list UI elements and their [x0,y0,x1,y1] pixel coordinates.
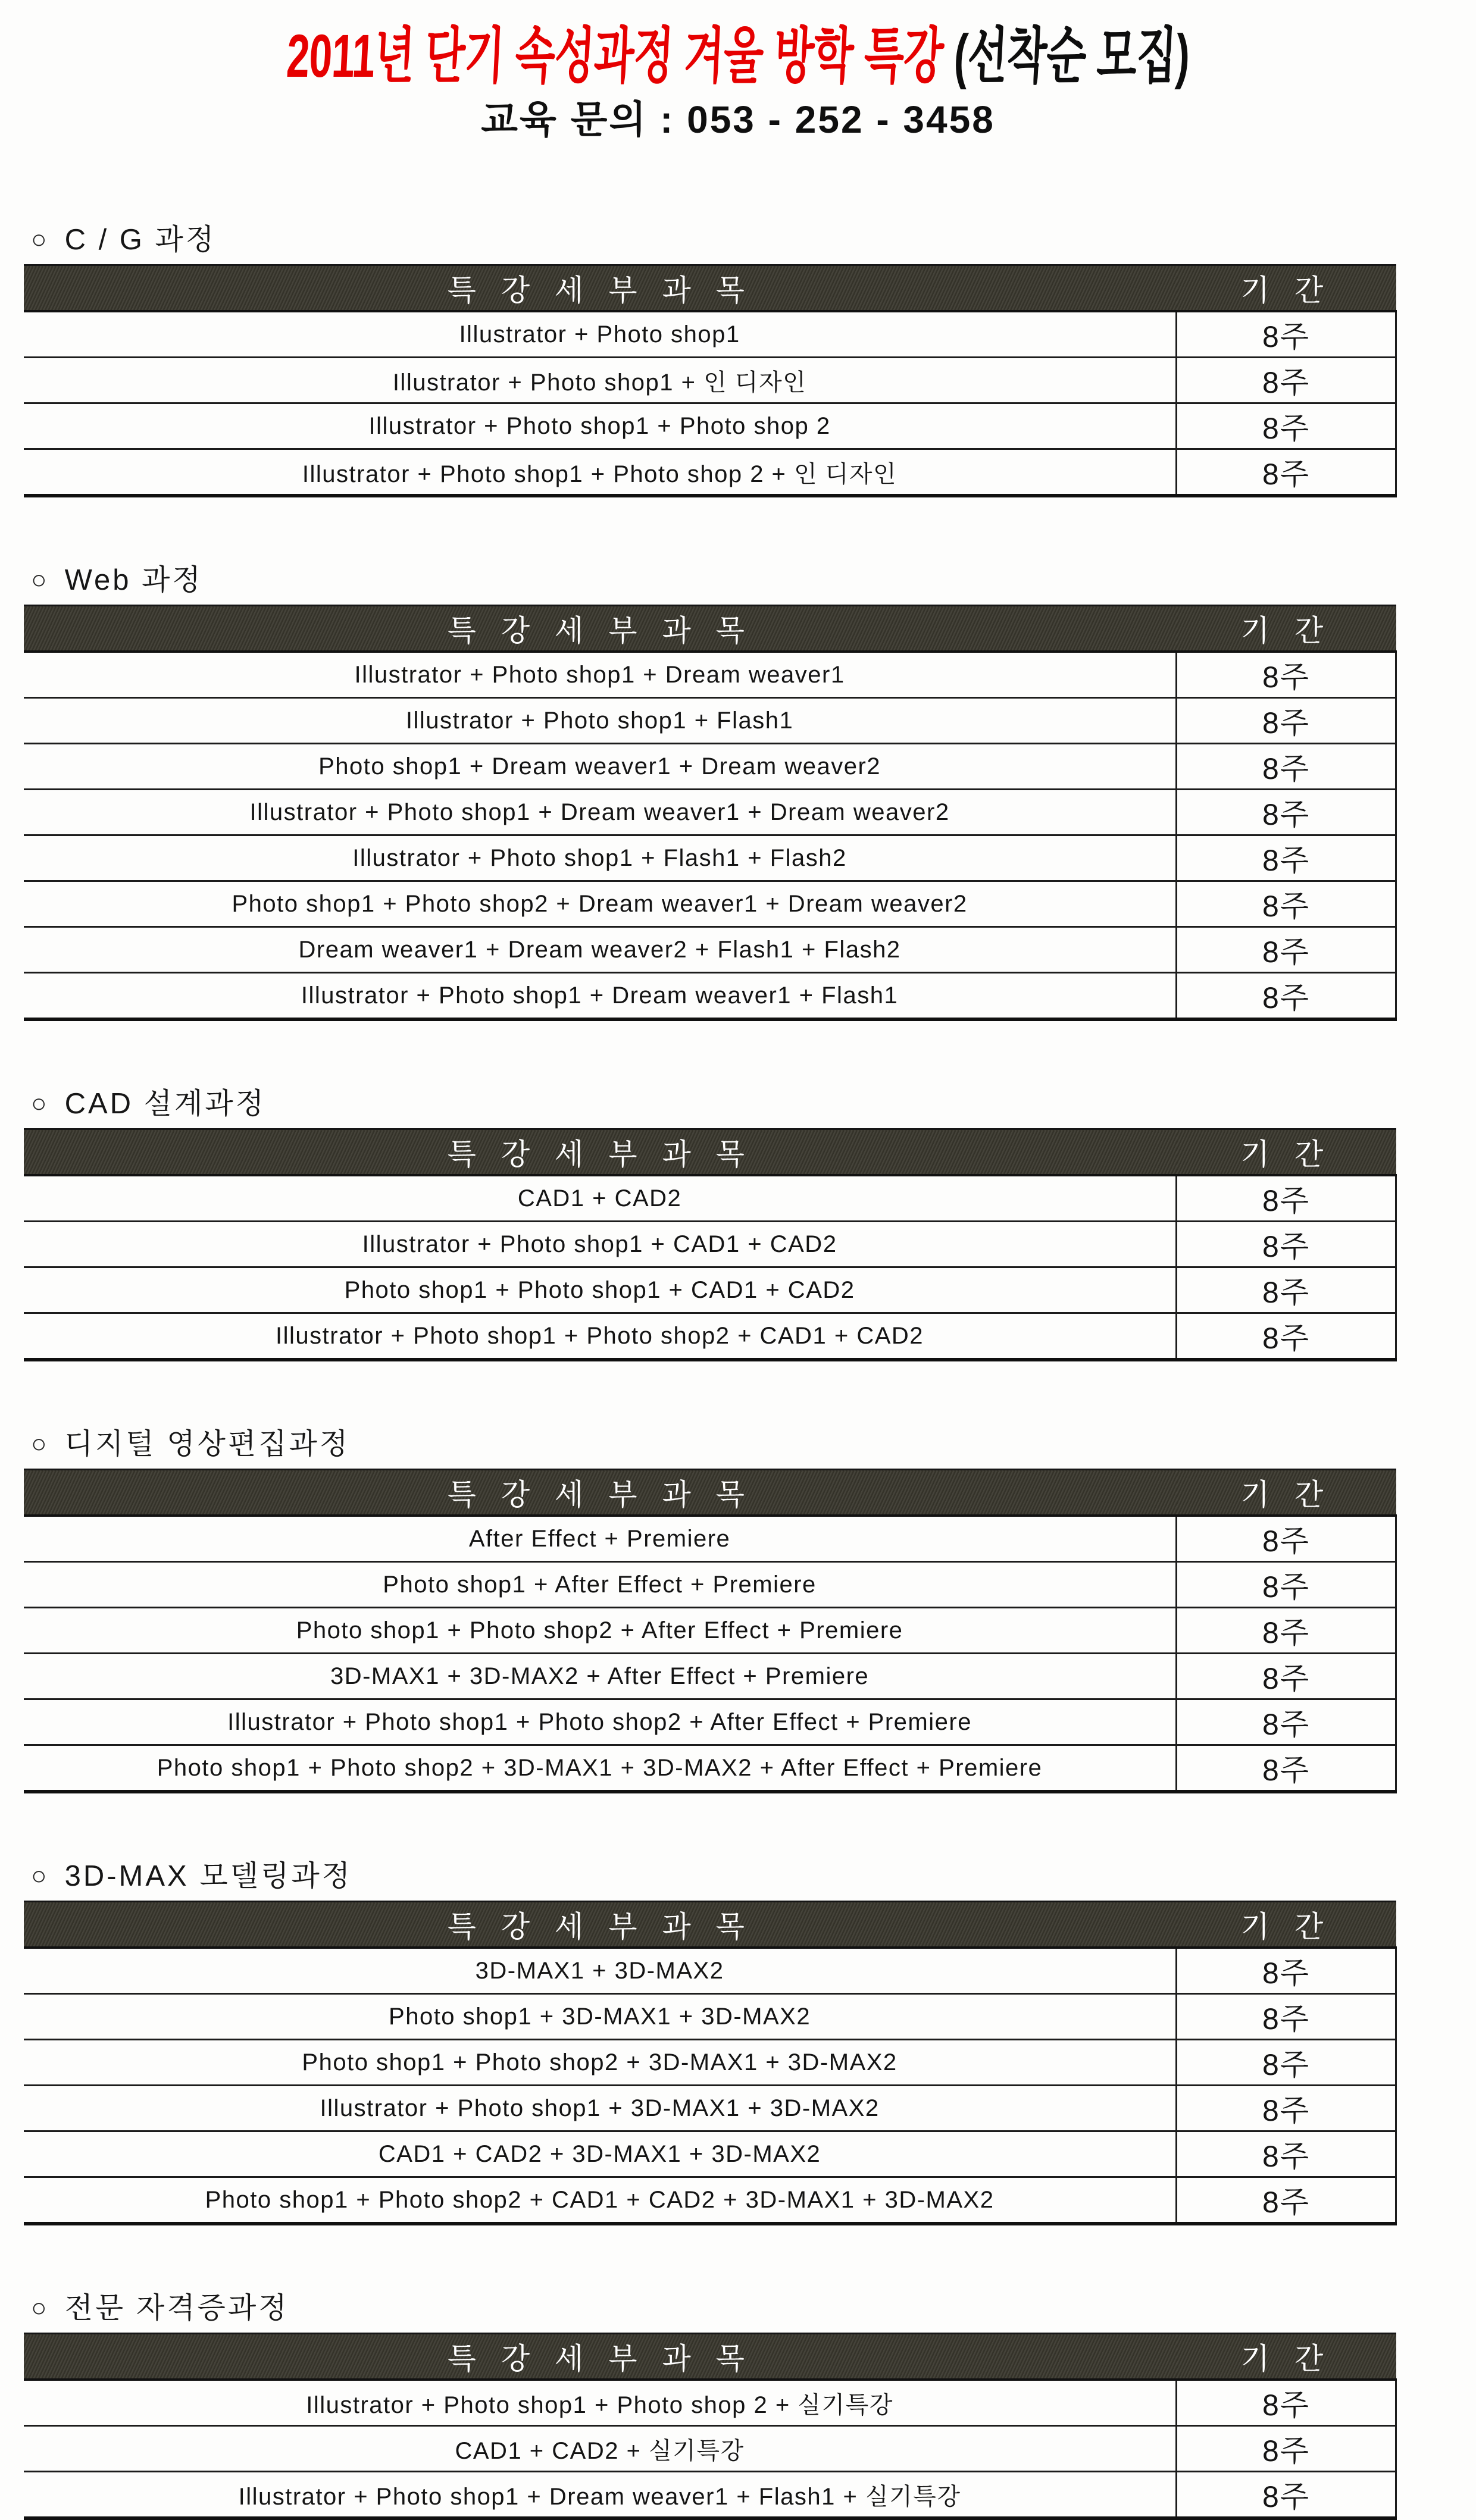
course-subject: Photo shop1 + Photo shop2 + CAD1 + CAD2 + 3D-MAX1 + 3D-MAX2 [24,2177,1177,2224]
course-period: 8주 [1177,2472,1396,2519]
course-row [24,2426,1396,2472]
course-period: 8주 [1177,2086,1396,2131]
course-row [24,652,1396,698]
course-table [24,1128,1397,1361]
section-title: CAD 설계과정 [64,1088,266,1120]
course-row [24,2380,1396,2426]
course-section [0,563,1476,1021]
course-section [0,2291,1476,2520]
course-period: 8주 [1177,1222,1396,1267]
table-header-row [24,2334,1396,2380]
section-heading [31,1427,1476,1461]
course-subject: CAD1 + CAD2 [24,1175,1177,1222]
course-row [24,1699,1396,1745]
circle-bullet-icon: ○ [31,1861,49,1890]
course-section [0,1427,1476,1793]
course-subject: Photo shop1 + Photo shop2 + Dream weaver1 + Dream weaver2 [24,881,1177,927]
course-subject: Photo shop1 + Dream weaver1 + Dream weaver2 [24,744,1177,790]
table-header-row [24,1129,1396,1176]
course-period: 8주 [1177,1745,1396,1792]
course-period: 8주 [1177,927,1396,973]
column-header-subject: 특 강 세 부 과 목 [24,2334,1177,2380]
course-sections [0,223,1476,2520]
course-subject: Illustrator + Photo shop1 + Photo shop2 + After Effect + Premiere [24,1699,1177,1745]
course-period: 8주 [1177,2131,1396,2177]
course-period: 8주 [1177,835,1396,881]
course-table-body [24,311,1396,496]
course-row [24,403,1396,449]
course-subject: Illustrator + Photo shop1 + Photo shop 2 + 실기특강 [24,2380,1177,2426]
course-subject: Photo shop1 + Photo shop1 + CAD1 + CAD2 [24,1267,1177,1313]
column-header-subject: 특 강 세 부 과 목 [24,606,1177,652]
course-period: 8주 [1177,1175,1396,1222]
circle-bullet-icon: ○ [31,2293,49,2322]
course-row [24,881,1396,927]
course-row [24,835,1396,881]
table-header-row [24,265,1396,312]
section-heading [31,223,1476,257]
course-period: 8주 [1177,2177,1396,2224]
course-period: 8주 [1177,973,1396,1020]
course-period: 8주 [1177,1313,1396,1360]
course-table-body [24,1175,1396,1360]
course-section [0,1859,1476,2225]
course-subject: Photo shop1 + Photo shop2 + 3D-MAX1 + 3D-MAX2 + After Effect + Premiere [24,1745,1177,1792]
circle-bullet-icon: ○ [31,1429,49,1458]
column-header-subject: 특 강 세 부 과 목 [24,265,1177,312]
course-period: 8주 [1177,1267,1396,1313]
course-subject: Illustrator + Photo shop1 [24,311,1177,358]
course-row [24,358,1396,403]
course-period: 8주 [1177,652,1396,698]
course-subject: 3D-MAX1 + 3D-MAX2 [24,1948,1177,1994]
table-header-row [24,1902,1396,1948]
course-subject: Illustrator + Photo shop1 + Photo shop2 + CAD1 + CAD2 [24,1313,1177,1360]
column-header-subject: 특 강 세 부 과 목 [24,1902,1177,1948]
column-header-period: 기 간 [1177,2334,1396,2380]
course-row [24,1516,1396,1562]
course-table [24,2333,1397,2520]
document-title [0,18,1476,94]
course-table [24,1901,1397,2225]
course-period: 8주 [1177,1699,1396,1745]
course-subject: Illustrator + Photo shop1 + Dream weaver1 + Dream weaver2 [24,790,1177,835]
section-title: Web 과정 [64,564,203,596]
course-subject: CAD1 + CAD2 + 실기특강 [24,2426,1177,2472]
course-row [24,1175,1396,1222]
column-header-subject: 특 강 세 부 과 목 [24,1129,1177,1176]
course-row [24,1745,1396,1792]
course-row [24,449,1396,496]
course-period: 8주 [1177,358,1396,403]
section-title: C / G 과정 [64,224,217,256]
course-table-body [24,1516,1396,1792]
course-subject: Dream weaver1 + Dream weaver2 + Flash1 + Flash2 [24,927,1177,973]
course-section [0,223,1476,497]
course-subject: Photo shop1 + 3D-MAX1 + 3D-MAX2 [24,1994,1177,2040]
course-row [24,1313,1396,1360]
course-subject: Illustrator + Photo shop1 + CAD1 + CAD2 [24,1222,1177,1267]
course-row [24,790,1396,835]
title-main-text: 2011년 단기 속성과정 겨울 방학 특강 [285,22,945,90]
course-table-body [24,2380,1396,2518]
course-subject: Photo shop1 + Photo shop2 + 3D-MAX1 + 3D-MAX2 [24,2040,1177,2086]
course-period: 8주 [1177,1562,1396,1608]
course-row [24,311,1396,358]
course-row [24,2040,1396,2086]
column-header-subject: 특 강 세 부 과 목 [24,1470,1177,1516]
table-header-row [24,1470,1396,1516]
course-row [24,1562,1396,1608]
course-row [24,744,1396,790]
column-header-period: 기 간 [1177,606,1396,652]
table-header-row [24,606,1396,652]
course-period: 8주 [1177,1654,1396,1699]
course-table [24,264,1397,497]
course-table-body [24,1948,1396,2224]
course-period: 8주 [1177,403,1396,449]
course-row [24,1948,1396,1994]
course-period: 8주 [1177,1994,1396,2040]
section-heading [31,2291,1476,2325]
course-subject: Photo shop1 + After Effect + Premiere [24,1562,1177,1608]
course-period: 8주 [1177,1608,1396,1654]
course-subject: Illustrator + Photo shop1 + Flash1 + Flash2 [24,835,1177,881]
course-period: 8주 [1177,2426,1396,2472]
section-title: 전문 자격증과정 [64,2292,289,2324]
course-row [24,1654,1396,1699]
course-subject: Illustrator + Photo shop1 + Photo shop 2 + 인 디자인 [24,449,1177,496]
section-heading [31,563,1476,597]
course-row [24,927,1396,973]
course-period: 8주 [1177,2380,1396,2426]
course-subject: Illustrator + Photo shop1 + 3D-MAX1 + 3D-MAX2 [24,2086,1177,2131]
section-title: 디지털 영상편집과정 [64,1428,351,1460]
course-subject: Illustrator + Photo shop1 + Dream weaver1 + Flash1 + 실기특강 [24,2472,1177,2519]
title-note-text: (선착순 모집) [941,22,1191,90]
course-row [24,973,1396,1020]
section-heading [31,1087,1476,1121]
circle-bullet-icon: ○ [31,225,49,254]
phone-inquiry-line: 교육 문의 : 053 - 252 - 3458 [481,98,995,141]
course-table [24,1469,1397,1793]
course-period: 8주 [1177,449,1396,496]
course-section [0,1087,1476,1361]
course-row [24,698,1396,744]
course-period: 8주 [1177,1516,1396,1562]
course-period: 8주 [1177,881,1396,927]
course-row [24,2131,1396,2177]
course-row [24,1608,1396,1654]
course-subject: 3D-MAX1 + 3D-MAX2 + After Effect + Premiere [24,1654,1177,1699]
column-header-period: 기 간 [1177,1470,1396,1516]
course-row [24,2177,1396,2224]
course-subject: Illustrator + Photo shop1 + Flash1 [24,698,1177,744]
column-header-period: 기 간 [1177,1902,1396,1948]
course-period: 8주 [1177,790,1396,835]
course-table [24,605,1397,1021]
course-row [24,1994,1396,2040]
column-header-period: 기 간 [1177,1129,1396,1176]
course-subject: Illustrator + Photo shop1 + Dream weaver1 + Flash1 [24,973,1177,1020]
course-period: 8주 [1177,1948,1396,1994]
course-row [24,2086,1396,2131]
course-subject: Illustrator + Photo shop1 + Photo shop 2 [24,403,1177,449]
course-subject: Illustrator + Photo shop1 + Dream weaver1 [24,652,1177,698]
course-table-body [24,652,1396,1019]
course-period: 8주 [1177,698,1396,744]
course-subject: CAD1 + CAD2 + 3D-MAX1 + 3D-MAX2 [24,2131,1177,2177]
course-subject: Illustrator + Photo shop1 + 인 디자인 [24,358,1177,403]
section-heading [31,1859,1476,1893]
course-row [24,2472,1396,2519]
course-subject: After Effect + Premiere [24,1516,1177,1562]
circle-bullet-icon: ○ [31,565,49,594]
section-title: 3D-MAX 모델링과정 [64,1860,352,1892]
circle-bullet-icon: ○ [31,1089,49,1118]
course-period: 8주 [1177,2040,1396,2086]
course-row [24,1222,1396,1267]
course-subject: Photo shop1 + Photo shop2 + After Effect + Premiere [24,1608,1177,1654]
column-header-period: 기 간 [1177,265,1396,312]
course-period: 8주 [1177,311,1396,358]
course-row [24,1267,1396,1313]
course-period: 8주 [1177,744,1396,790]
